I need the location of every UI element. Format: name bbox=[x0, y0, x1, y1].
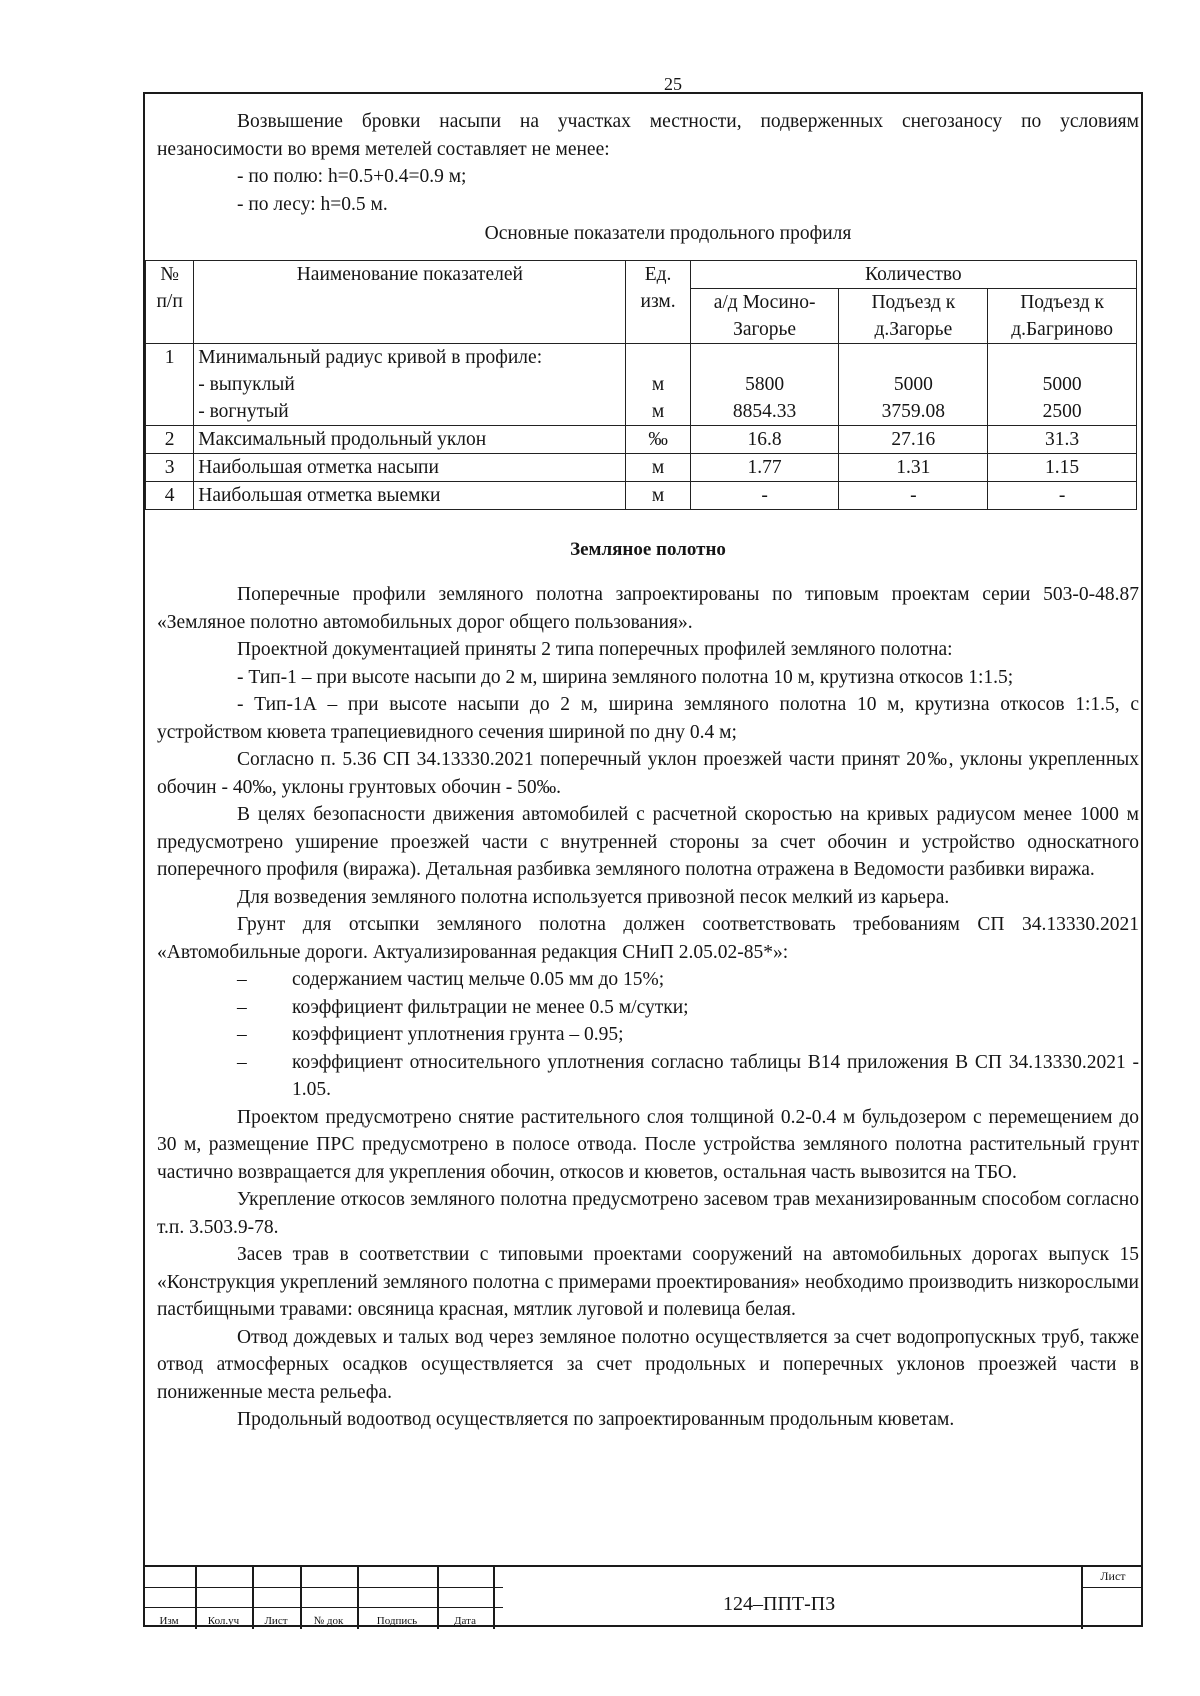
list-item: – коэффициент уплотнения грунта – 0.95; bbox=[237, 1024, 624, 1045]
stamp-label: № док bbox=[313, 1615, 344, 1627]
paragraph: Засев трав в соответствии с типовыми проектами сооружений на автомобильных дорогах выпуск 15 «Конструкция укреплений земляного полотна с примерами проектирования» необходимо производить низкорослыми пастбищными травами: овсяница красная, мятлик луговой и полевица белая. bbox=[157, 1244, 1139, 1320]
title-block bbox=[143, 1565, 1143, 1629]
header-num: № п/п bbox=[146, 260, 194, 343]
page-number: 25 bbox=[664, 74, 682, 94]
revision-grid bbox=[143, 1567, 503, 1629]
sheet-label: Лист bbox=[1083, 1569, 1143, 1588]
paragraph: Для возведения земляного полотна используется привозной песок мелкий из карьера. bbox=[237, 886, 950, 908]
sheet-box bbox=[1081, 1567, 1143, 1629]
paragraph: Поперечные профили земляного полотна запроектированы по типовым проектам серии 503-0-48.87 «Земляное полотно автомобильных дорог общего пользования». bbox=[157, 584, 1139, 633]
section-heading: Земляное полотно bbox=[570, 538, 726, 560]
stamp-label: Подпись bbox=[376, 1615, 418, 1627]
table-row: 4 Наибольшая отметка выемки м - - - bbox=[146, 481, 1137, 509]
paragraph: Отвод дождевых и талых вод через земляное полотно осуществляется за счет водопропускных труб, также отвод атмосферных осадков осуществляется за счет продольных и поперечных уклонов проезжей части в пониженные места рельефа. bbox=[157, 1326, 1139, 1403]
header-name: Наименование показателей bbox=[194, 260, 626, 343]
paragraph: - Тип-1А – при высоте насыпи до 2 м, ширина земляного полотна 10 м, крутизна откосов 1:1.5, с устройством кювета трапециевидного сечения шириной по дну 0.4 м; bbox=[157, 694, 1139, 743]
list-item: – содержанием частиц мельче 0.05 мм до 15%; bbox=[237, 969, 665, 990]
intro-item: - по лесу: h=0.5 м. bbox=[237, 193, 388, 215]
table-title: Основные показатели продольного профиля bbox=[484, 223, 852, 244]
table-row: 2 Максимальный продольный уклон ‰ 16.8 27.16 31.3 bbox=[146, 425, 1137, 453]
document-code: 124–ППТ-ПЗ bbox=[723, 1593, 836, 1615]
paragraph: В целях безопасности движения автомобилей с расчетной скоростью на кривых радиусом менее 1000 м предусмотрено уширение проезжей части с внутренней стороны за счет обочин и устройство односкатного поперечного профиля (виража). Детальная разбивка земляного полотна отражена в Ведомости разбивки виража. bbox=[157, 804, 1139, 880]
header-quantity: Количество bbox=[690, 260, 1136, 288]
list-item: – коэффициент фильтрации не менее 0.5 м/сутки; bbox=[237, 996, 689, 1018]
document-body bbox=[157, 108, 1139, 1434]
profile-table bbox=[145, 260, 1137, 510]
paragraph: Укрепление откосов земляного полотна предусмотрено засевом трав механизированным способом согласно т.п. 3.503.9-78. bbox=[157, 1189, 1139, 1238]
paragraph: - Тип-1 – при высоте насыпи до 2 м, ширина земляного полотна 10 м, крутизна откосов 1:1.5; bbox=[237, 666, 1014, 688]
header-col1: а/д Мосино-Загорье bbox=[690, 288, 839, 343]
stamp-label: Дата bbox=[454, 1615, 476, 1627]
paragraph: Грунт для отсыпки земляного полотна должен соответствовать требованиям СП 34.13330.2021 «Автомобильные дороги. Актуализированная редакция СНиП 2.05.02-85*»: bbox=[157, 914, 1139, 963]
paragraph: Проектной документацией приняты 2 типа поперечных профилей земляного полотна: bbox=[237, 639, 953, 660]
header-col2: Подъезд к д.Загорье bbox=[839, 288, 988, 343]
paragraph: Проектом предусмотрено снятие растительного слоя толщиной 0.2-0.4 м бульдозером с перемещением до 30 м, размещение ПРС предусмотрено в полосе отвода. После устройства земляного полотна растительный грунт частично возвращается для укрепления обочин, откосов и кюветов, остальная часть вывозится на ТБО. bbox=[157, 1106, 1139, 1183]
table-row: 3 Наибольшая отметка насыпи м 1.77 1.31 1.15 bbox=[146, 453, 1137, 481]
stamp-label: Лист bbox=[264, 1615, 288, 1627]
table-row: - выпуклый м 5800 5000 5000 bbox=[146, 371, 1137, 398]
list-item: – коэффициент относительного уплотнения согласно таблицы В14 приложения В СП 34.13330.2021 - 1.05. bbox=[237, 1051, 1139, 1100]
intro-item: - по полю: h=0.5+0.4=0.9 м; bbox=[237, 166, 467, 187]
stamp-label: Кол.уч bbox=[207, 1615, 240, 1627]
header-col3: Подъезд к д.Багриново bbox=[988, 288, 1137, 343]
stamp-label: Изм bbox=[159, 1615, 179, 1627]
header-unit: Ед. изм. bbox=[626, 260, 690, 343]
intro-paragraph: Возвышение бровки насыпи на участках местности, подверженных снегозаносу по условиям незаносимости во время метелей составляет не менее: bbox=[157, 111, 1139, 160]
table-row: 1 Минимальный радиус кривой в профиле: bbox=[146, 343, 1137, 371]
paragraph: Продольный водоотвод осуществляется по запроектированным продольным кюветам. bbox=[237, 1409, 955, 1430]
table-row: - вогнутый м 8854.33 3759.08 2500 bbox=[146, 398, 1137, 426]
paragraph: Согласно п. 5.36 СП 34.13330.2021 поперечный уклон проезжей части принят 20‰, уклоны укрепленных обочин - 40‰, уклоны грунтовых обочин - 50‰. bbox=[157, 749, 1139, 798]
